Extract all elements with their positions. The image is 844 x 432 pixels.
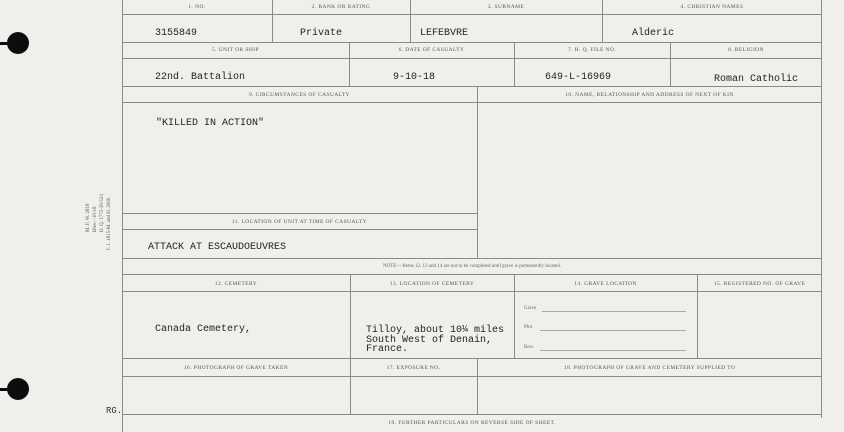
row5-bottom — [122, 414, 822, 415]
punch-hole-top — [7, 32, 29, 54]
row3-div — [477, 86, 478, 258]
cemetery-label: 12. CEMETERY — [214, 281, 258, 287]
kin-label: 10. NAME, RELATIONSHIP AND ADDRESS OF NEXT OF KIN — [565, 92, 734, 98]
row4-label-line — [122, 291, 822, 292]
circumstances-bottom — [122, 213, 477, 214]
row2-label-line — [122, 58, 822, 59]
grave-dotline — [542, 311, 686, 312]
christian-names-label: 4. CHRISTIAN NAMES — [680, 4, 744, 10]
file-label: 7. H. Q. FILE NO. — [567, 47, 617, 53]
exposure-label: 17. EXPOSURE NO. — [386, 365, 441, 371]
surname-value: LEFEBVRE — [420, 28, 469, 39]
note-text: NOTE:—Items 12, 13 and 14 are not to be completed until grave is permanently located. — [382, 264, 561, 269]
location-cemetery-line-3: France. — [366, 344, 409, 355]
punch-hole-top-tab — [0, 42, 10, 45]
location-unit-label: 11. LOCATION OF UNIT AT TIME OF CASUALTY — [231, 219, 368, 225]
circumstances-label: 9. CIRCUMSTANCES OF CASUALTY — [248, 92, 351, 98]
row1-label-line — [122, 14, 822, 15]
location-cemetery-line-2: South West of Denain, — [366, 335, 493, 346]
photo-supplied-label: 18. PHOTOGRAPH OF GRAVE AND CEMETERY SUPPLIED TO — [563, 365, 736, 371]
punch-hole-bottom — [7, 378, 29, 400]
row2-bottom — [122, 86, 822, 87]
row3-label-line — [122, 102, 822, 103]
christian-names-value: Alderic — [632, 28, 675, 39]
note-bottom — [122, 274, 822, 275]
location-cemetery-line-1: Tilloy, about 10¼ miles — [366, 325, 505, 336]
further-particulars: 19. FURTHER PARTICULARS ON REVERSE SIDE OF SHEET. — [388, 420, 556, 426]
row5-label-line — [122, 376, 822, 377]
location-unit-value: ATTACK AT ESCAUDOEUVRES — [148, 242, 287, 253]
side-print-1: M. F. W. 2818 — [86, 203, 91, 232]
service-number: 3155849 — [155, 28, 198, 39]
circumstances-value: "KILLED IN ACTION" — [156, 118, 265, 129]
grave-sublabel: Grave — [524, 306, 537, 311]
unit-value: 22nd. Battalion — [155, 72, 246, 83]
date-value: 9-10-18 — [393, 72, 436, 83]
cemetery-value: Canada Cemetery, — [155, 324, 252, 335]
unit-label: 5. UNIT OR SHIP — [212, 47, 259, 53]
margin-code: RG. — [106, 406, 123, 416]
row3-bottom — [122, 258, 822, 259]
plot-dotline — [540, 330, 686, 331]
right-border — [821, 0, 822, 418]
photo-taken-label: 16. PHOTOGRAPH OF GRAVE TAKEN — [183, 365, 289, 371]
rank-label: 2. RANK OR RATING — [311, 4, 371, 10]
grave-location-label: 14. GRAVE LOCATION — [574, 281, 637, 287]
punch-hole-bottom-tab — [0, 388, 10, 391]
no-label: 1. NO. — [188, 4, 206, 10]
plot-sublabel: Plot — [524, 325, 533, 330]
file-value: 649-L-16969 — [545, 72, 612, 83]
side-print-4: I. 1. 1815-M. and H. 2000 — [107, 197, 112, 250]
row1-bottom — [122, 42, 822, 43]
surname-label: 3. SURNAME — [487, 4, 525, 10]
registered-label: 15. REGISTERED NO. OF GRAVE — [713, 281, 806, 287]
location-cemetery-label: 13. LOCATION OF CEMETERY — [389, 281, 475, 287]
row-sublabel: Row — [524, 345, 534, 350]
location-label-line — [122, 229, 477, 230]
religion-value: Roman Catholic — [714, 74, 799, 85]
side-print-2: Bles—10-18 — [93, 206, 98, 232]
row4-bottom — [122, 358, 822, 359]
rank-value: Private — [300, 28, 343, 39]
row-dotline — [540, 350, 686, 351]
date-label: 6. DATE OF CASUALTY — [398, 47, 465, 53]
side-print-3: H. Q. 1772-39-523 — [100, 193, 105, 232]
religion-label: 8. RELIGION — [728, 47, 764, 53]
